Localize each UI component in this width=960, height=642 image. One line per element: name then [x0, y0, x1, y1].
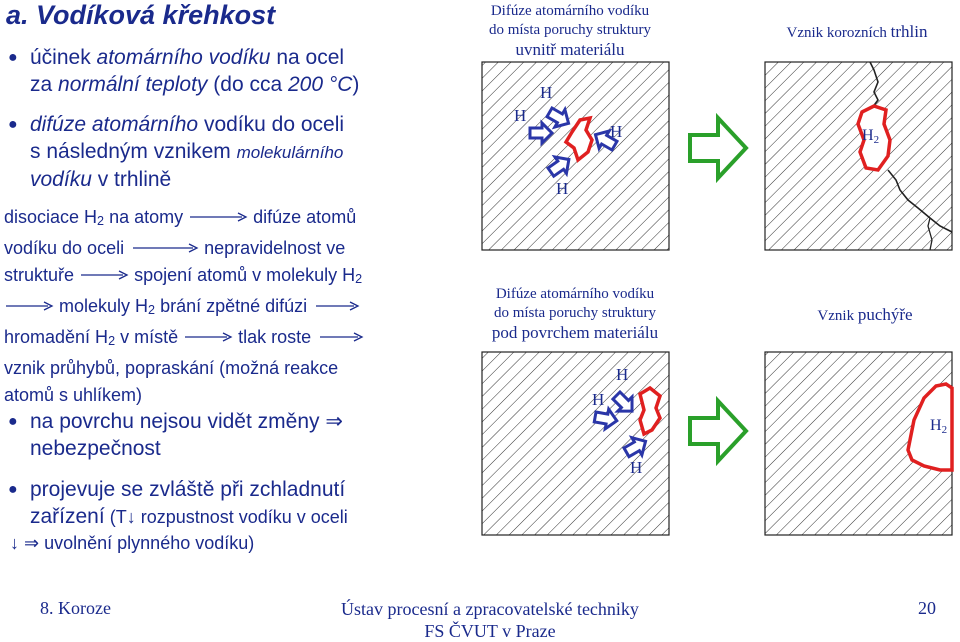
footer-divider	[8, 580, 952, 581]
process-arrow-icon	[690, 118, 746, 178]
label-crack-formation: Vznik korozních trhlin	[786, 22, 928, 41]
bullet-icon: ●	[8, 481, 18, 498]
cooling-result: ↓ ⇒ uvolnění plynného vodíku)	[10, 533, 255, 553]
hydrogen-label: H	[630, 458, 643, 477]
hydrogen-label: H	[540, 83, 553, 102]
label-diffusion-inside: Difúze atomárního vodíku do místa poruchy struktury uvnitř materiálu	[488, 3, 652, 59]
implies-arrow-icon: ⇒	[24, 533, 40, 553]
bullet-hydrogen-effect: ● účinek atomárního vodíku na ocel za normální teploty (do cca 200 °C)	[8, 46, 360, 96]
hydrogen-label: H	[556, 179, 569, 198]
bullet-cooling: ● projevuje se zvláště při zchladnutí zařízení (T↓ rozpustnost vodíku v oceli	[8, 478, 348, 528]
hydrogen-label: H	[616, 365, 629, 384]
footer-chapter: 8. Koroze	[40, 598, 111, 618]
material-block-crack	[765, 62, 952, 250]
label-diffusion-surface: Difúze atomárního vodíku do místa poruchy struktury pod povrchem materiálu	[491, 286, 659, 342]
page-number: 20	[918, 598, 936, 618]
label-blister-formation: Vznik puchýře	[817, 305, 913, 324]
hydrogen-label: H	[610, 122, 623, 141]
bullet-icon: ●	[8, 116, 18, 133]
h2-label: H2	[862, 127, 880, 146]
bullet-surface: ● na povrchu nejsou vidět změny ⇒ nebezpečnost	[8, 410, 343, 460]
down-arrow-icon: ↓	[10, 533, 19, 553]
process-description: disociace $H_2$ na atomy difúze atomů vodíku do oceli nepravidelnost ve struktuře spojení atomů v molekuly $H_2$ molekuly $H_2$ brání zpětné difúzi hromadění $H_2$ v místě tlak roste vznik průhybů, popraskání (možná reakce atomů s uhlíkem)	[4, 204, 364, 409]
implies-arrow-icon: ⇒	[325, 410, 343, 433]
hydrogen-label: H	[514, 106, 527, 125]
hydrogen-label: H	[592, 390, 605, 409]
bullet-icon: ●	[8, 413, 18, 430]
process-arrow-icon	[690, 401, 746, 461]
slide-title: a. Vodíková křehkost	[6, 0, 276, 30]
bullet-diffusion: ● difúze atomárního vodíku do oceli s následným vznikem molekulárního vodíku v trhlině	[8, 113, 345, 191]
bullet-icon: ●	[8, 49, 18, 66]
footer-institute: Ústav procesní a zpracovatelské techniky FS ČVUT v Praze	[341, 599, 639, 641]
down-arrow-icon: ↓	[126, 507, 136, 527]
h2-label: H2	[930, 417, 948, 436]
